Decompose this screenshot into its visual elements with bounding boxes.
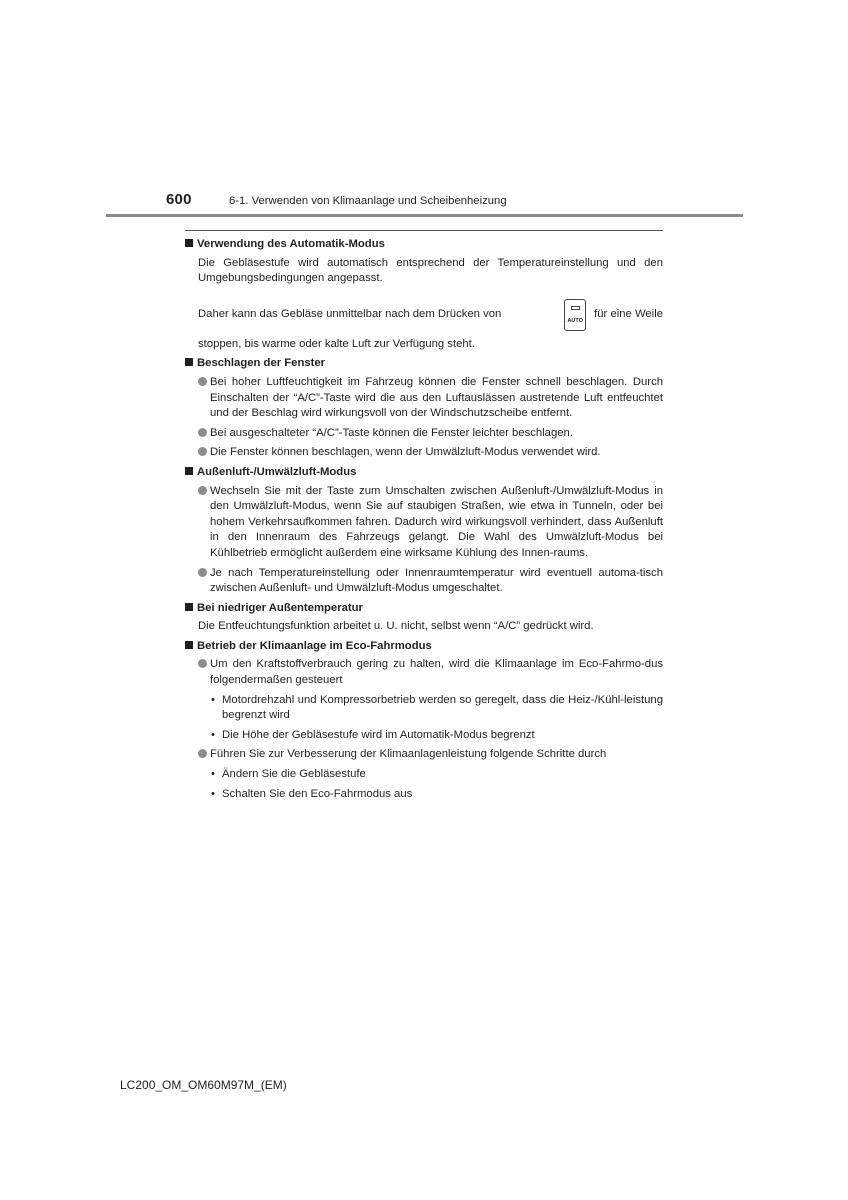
section-low-temperature <box>185 601 663 635</box>
sub-list-item-text: Die Höhe der Gebläsestufe wird im Automatik-Modus begrenzt <box>222 728 535 741</box>
sub-list-item-text: Ändern Sie die Gebläsestufe <box>222 768 366 781</box>
section-heading <box>185 356 663 372</box>
square-bullet-icon <box>185 641 193 649</box>
list-item-text: Wechseln Sie mit der Taste zum Umschalten zwischen Außenluft-/Umwälzluft-Modus in den Umwälzluft-Modus, wenn Sie auf staubigen Straßen, wie etwa in Tunneln, oder bei hohem Verkehrsaufkommen fahren. Dadurch wird wirkungsvoll verhindert, dass Außenluft in den Innenraum des Fahrzeugs gelangt. Die Wahl des Umwälzluft-Modus bei Kühlbetrieb ermöglicht außerdem eine wirksame Kühlung des Innen-raums. <box>210 484 663 559</box>
list-item <box>198 657 663 688</box>
heading-text: Beschlagen der Fenster <box>197 357 326 370</box>
paragraph-line: Die Gebläsestufe wird automatisch entsprechend der Temperatureinstellung und den <box>198 256 663 269</box>
middle-dot-icon: • <box>211 768 215 781</box>
auto-button-line <box>198 299 663 331</box>
list-item-text: Bei ausgeschalteter “A/C”-Taste können die Fenster leichter beschlagen. <box>210 426 573 439</box>
list-item <box>198 426 663 442</box>
circle-bullet-icon <box>198 659 207 668</box>
page-content <box>185 230 663 806</box>
sub-list-item-text: Schalten Sie den Eco-Fahrmodus aus <box>222 787 413 800</box>
section-heading <box>185 237 663 253</box>
heading-text: Bei niedriger Außentemperatur <box>197 601 363 614</box>
sub-list-item <box>210 693 663 724</box>
section-auto-mode <box>185 237 663 352</box>
document-code: LC200_OM_OM60M97M_(EM) <box>120 1078 287 1092</box>
sub-list-item <box>210 767 663 783</box>
paragraph-line: Die Entfeuchtungsfunktion arbeitet u. U. nicht, selbst wenn “A/C” gedrückt wird. <box>198 620 594 633</box>
sub-list-item-text: Motordrehzahl und Kompressorbetrieb werden so geregelt, dass die Heiz-/Kühl-leistung begrenzt wird <box>222 693 663 722</box>
section-air-mode <box>185 465 663 597</box>
list-item <box>198 566 663 597</box>
middle-dot-icon: • <box>211 787 215 800</box>
list-item-text: Führen Sie zur Verbesserung der Klimaanlagenleistung folgende Schritte durch <box>210 748 607 761</box>
section-heading <box>185 465 663 481</box>
section-window-fogging <box>185 356 663 461</box>
sub-list-item <box>210 787 663 803</box>
auto-button-label: AUTO <box>567 317 583 324</box>
paragraph-line: stoppen, bis warme oder kalte Luft zur Verfügung steht. <box>198 337 475 350</box>
heading-text: Betrieb der Klimaanlage im Eco-Fahrmodus <box>197 639 432 652</box>
paragraph-line: Umgebungsbedingungen angepasst. <box>198 272 383 285</box>
chapter-title: 6-1. Verwenden von Klimaanlage und Scheibenheizung <box>229 195 507 207</box>
auto-button-icon <box>564 299 586 331</box>
middle-dot-icon: • <box>211 693 215 706</box>
auto-button-indicator <box>571 306 580 310</box>
header-rule <box>106 214 743 217</box>
heading-text: Außenluft-/Umwälzluft-Modus <box>197 465 357 478</box>
list-item-text: Die Fenster können beschlagen, wenn der Umwälzluft-Modus verwendet wird. <box>210 446 601 459</box>
section-heading <box>185 601 663 617</box>
paragraph-text: Daher kann das Gebläse unmittelbar nach dem Drücken von <box>198 307 502 320</box>
list-item <box>198 375 663 422</box>
list-item <box>198 747 663 763</box>
circle-bullet-icon <box>198 486 207 495</box>
paragraph-text: für eine Weile <box>594 307 663 320</box>
square-bullet-icon <box>185 603 193 611</box>
circle-bullet-icon <box>198 749 207 758</box>
section-eco-mode <box>185 639 663 802</box>
list-item <box>198 484 663 562</box>
list-item <box>198 445 663 461</box>
middle-dot-icon: • <box>211 728 215 741</box>
circle-bullet-icon <box>198 377 207 386</box>
square-bullet-icon <box>185 358 193 366</box>
list-item-text: Je nach Temperatureinstellung oder Innenraumtemperatur wird eventuell automa-tisch zwischen Außenluft- und Umwälzluft-Modus umgeschaltet. <box>210 566 663 595</box>
square-bullet-icon <box>185 467 193 475</box>
list-item-text: Bei hoher Luftfeuchtigkeit im Fahrzeug können die Fenster schnell beschlagen. Durch Einschalten der “A/C”-Taste wird die aus den Luftauslässen austretende Luft entfeuchtet und der Beschlag wird wirkungsvoll von der Windschutzscheibe entfernt. <box>210 375 663 420</box>
circle-bullet-icon <box>198 447 207 456</box>
circle-bullet-icon <box>198 568 207 577</box>
list-item-text: Um den Kraftstoffverbrauch gering zu halten, wird die Klimaanlage im Eco-Fahrmo-dus folgendermaßen gesteuert <box>210 658 663 687</box>
heading-text: Verwendung des Automatik-Modus <box>197 238 385 250</box>
square-bullet-icon <box>185 239 193 247</box>
circle-bullet-icon <box>198 428 207 437</box>
section-heading <box>185 639 663 655</box>
sub-list-item <box>210 728 663 744</box>
page-number: 600 <box>166 191 192 208</box>
